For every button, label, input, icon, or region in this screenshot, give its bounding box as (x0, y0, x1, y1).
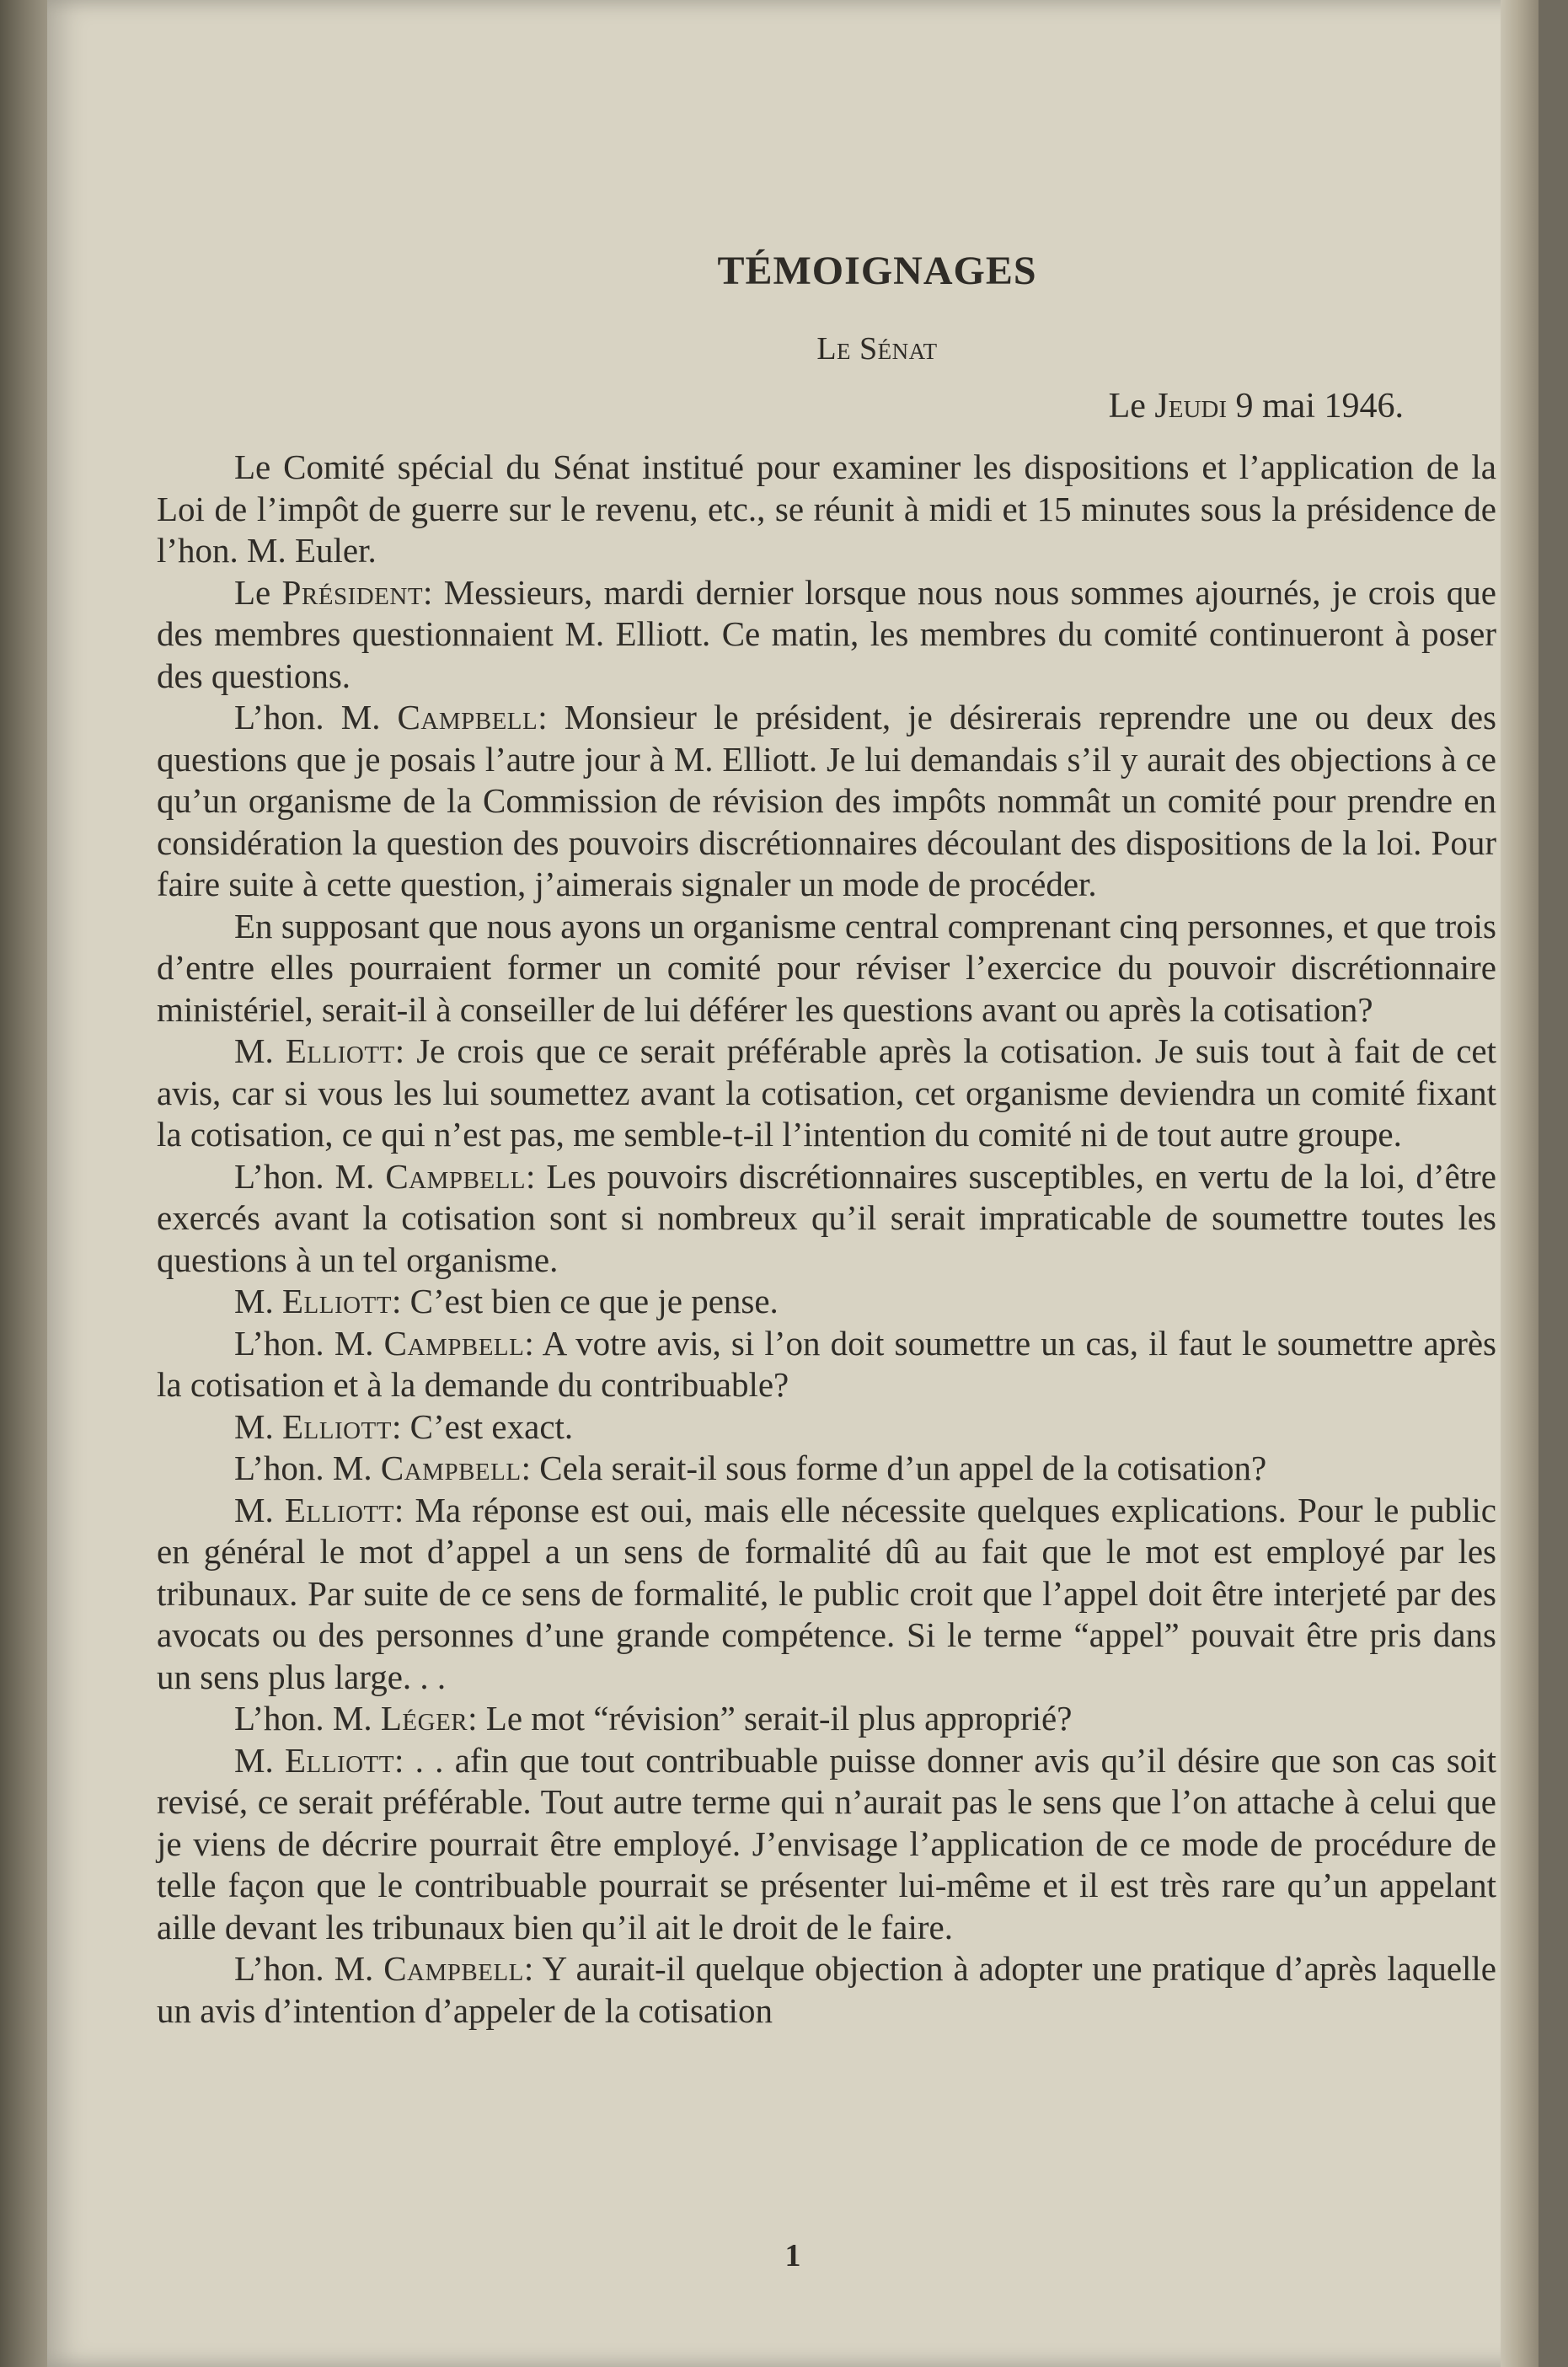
paragraph-5 (157, 1031, 1496, 1156)
paragraph-text: : Les pouvoirs discrétionnaires susceptibles, en vertu de la loi, d’être exercés avant la cotisation sont si nombreux qu’il serait impraticable de soumettre toutes les questions à un tel organisme. (157, 1156, 1496, 1279)
speaker-name: Elliott (284, 1490, 394, 1529)
speaker-prefix: M. (234, 1490, 285, 1529)
speaker-prefix: M. (234, 1282, 282, 1320)
date-rest: 9 mai 1946. (1227, 387, 1404, 426)
page-subtitle: Le Sénat (816, 331, 938, 367)
speaker-name: Campbell (397, 698, 538, 736)
paragraph-10 (157, 1448, 1496, 1490)
paragraph-text: Le Comité spécial du Sénat institué pour examiner les dispositions et l’application de la Loi de l’impôt de guerre sur le revenu, etc., se réunit à midi et 15 minutes sous la présidence de l’hon. M. Euler. (157, 447, 1496, 570)
speaker-prefix: M. (234, 1740, 285, 1780)
speaker-prefix: L’hon. M. (234, 1699, 381, 1738)
transcript-body (157, 447, 1496, 2032)
page-content (157, 244, 1496, 2032)
document-page (47, 0, 1539, 2367)
paragraph-text: : Le mot “révision” serait-il plus approprié? (468, 1699, 1073, 1738)
speaker-name: Campbell (380, 1449, 522, 1487)
paragraph-text: : Y aurait-il quelque objection à adopter une pratique d’après laquelle un avis d’intention d’appeler de la cotisation (157, 1949, 1497, 2030)
paragraph-text: : A votre avis, si l’on doit soumettre un cas, il faut le soumettre après la cotisation et à la demande du contribuable? (157, 1323, 1497, 1404)
paragraph-1 (157, 447, 1496, 572)
paragraph-9 (157, 1406, 1496, 1449)
speaker-prefix: M. (234, 1406, 282, 1446)
speaker-name: Léger (380, 1699, 468, 1738)
speaker-name: Elliott (281, 1282, 392, 1320)
date-prefix: Le (1108, 387, 1155, 426)
paragraph-text: : Ma réponse est oui, mais elle nécessite quelques explications. Pour le public en général le mot d’appel a un sens de formalité dû au fait que le mot est employé par les tribunaux. Par suite de ce sens de formalité, le public croit que l’appel doit être interjeté par des avocats ou des personnes d’une grande compétence. Si le terme “appel” pouvait être pris dans un sens plus large. . . (157, 1490, 1496, 1696)
paragraph-text: : Messieurs, mardi dernier lorsque nous nous sommes ajournés, je crois que des membres questionnaient M. Elliott. Ce matin, les membres du comité continueront à poser des questions. (157, 572, 1496, 695)
speaker-name: Campbell (385, 1156, 527, 1196)
paragraph-text: En supposant que nous ayons un organisme central comprenant cinq personnes, et que trois d’entre elles pourraient former un comité pour réviser l’exercice du pouvoir discrétionnaire ministériel, serait-il à conseiller de lui déférer les questions avant ou après la cotisation? (157, 906, 1496, 1029)
speaker-name: Campbell (383, 1949, 524, 1988)
paragraph-11 (157, 1490, 1496, 1699)
speaker-name: Président (281, 572, 424, 612)
page-number: 1 (784, 2238, 801, 2273)
page-right-edge (1501, 0, 1539, 2367)
paragraph-7 (157, 1281, 1496, 1323)
meeting-date (157, 386, 1496, 426)
page-title: TÉMOIGNAGES (717, 249, 1037, 293)
paragraph-text: : Monsieur le président, je désirerais reprendre une ou deux des questions que je posais l’autre jour à M. Elliott. Je lui demandais s’il y aurait des objections à ce qu’un organisme de la Commission de révision des impôts nommât un comité pour prendre en considération la question des pouvoirs discrétionnaires découlant des dispositions de la loi. Pour faire suite à cette question, j’aimerais signaler un mode de procéder. (157, 698, 1496, 903)
paragraph-text: : Je crois que ce serait préférable après la cotisation. Je suis tout à fait de cet avis, car si vous les lui soumettez avant la cotisation, cet organisme deviendra un comité fixant la cotisation, ce qui n’est pas, me semble-t-il l’intention du comité ni de tout autre groupe. (157, 1031, 1496, 1154)
paragraph-text: : C’est bien ce que je pense. (391, 1282, 779, 1320)
paragraph-3 (157, 697, 1496, 906)
paragraph-text: : C’est exact. (391, 1406, 574, 1446)
paragraph-14 (157, 1948, 1496, 2032)
speaker-prefix: Le (234, 572, 282, 612)
speaker-prefix: L’hon. M. (234, 1449, 381, 1487)
speaker-name: Elliott (285, 1031, 395, 1070)
speaker-name: Elliott (281, 1406, 392, 1446)
paragraph-text: : Cela serait-il sous forme d’un appel de la cotisation? (521, 1449, 1267, 1487)
speaker-prefix: L’hon. M. (234, 698, 398, 736)
paragraph-12 (157, 1698, 1496, 1740)
speaker-prefix: L’hon. M. (234, 1156, 386, 1196)
date-day: Jeudi (1154, 387, 1228, 426)
paragraph-4 (157, 906, 1496, 1031)
speaker-prefix: L’hon. M. (234, 1949, 384, 1988)
paragraph-6 (157, 1156, 1496, 1282)
speaker-prefix: L’hon. M. (234, 1323, 384, 1363)
paragraph-text: : . . afin que tout contribuable puisse donner avis qu’il désire que son cas soit revisé, ce serait préférable. Tout autre terme qui n’aurait pas le sens que l’on attache à celui que je viens de décrire pourrait être employé. J’envisage l’application de ce mode de procédure de telle façon que le contribuable pourrait se présenter lui-même et il est très rare qu’un appelant aille devant les tribunaux bien qu’il ait le droit de le faire. (157, 1740, 1496, 1947)
speaker-name: Elliott (284, 1740, 394, 1780)
speaker-name: Campbell (383, 1323, 525, 1363)
speaker-prefix: M. (234, 1031, 286, 1070)
paragraph-2 (157, 572, 1496, 698)
paragraph-13 (157, 1740, 1496, 1949)
paragraph-8 (157, 1323, 1496, 1406)
